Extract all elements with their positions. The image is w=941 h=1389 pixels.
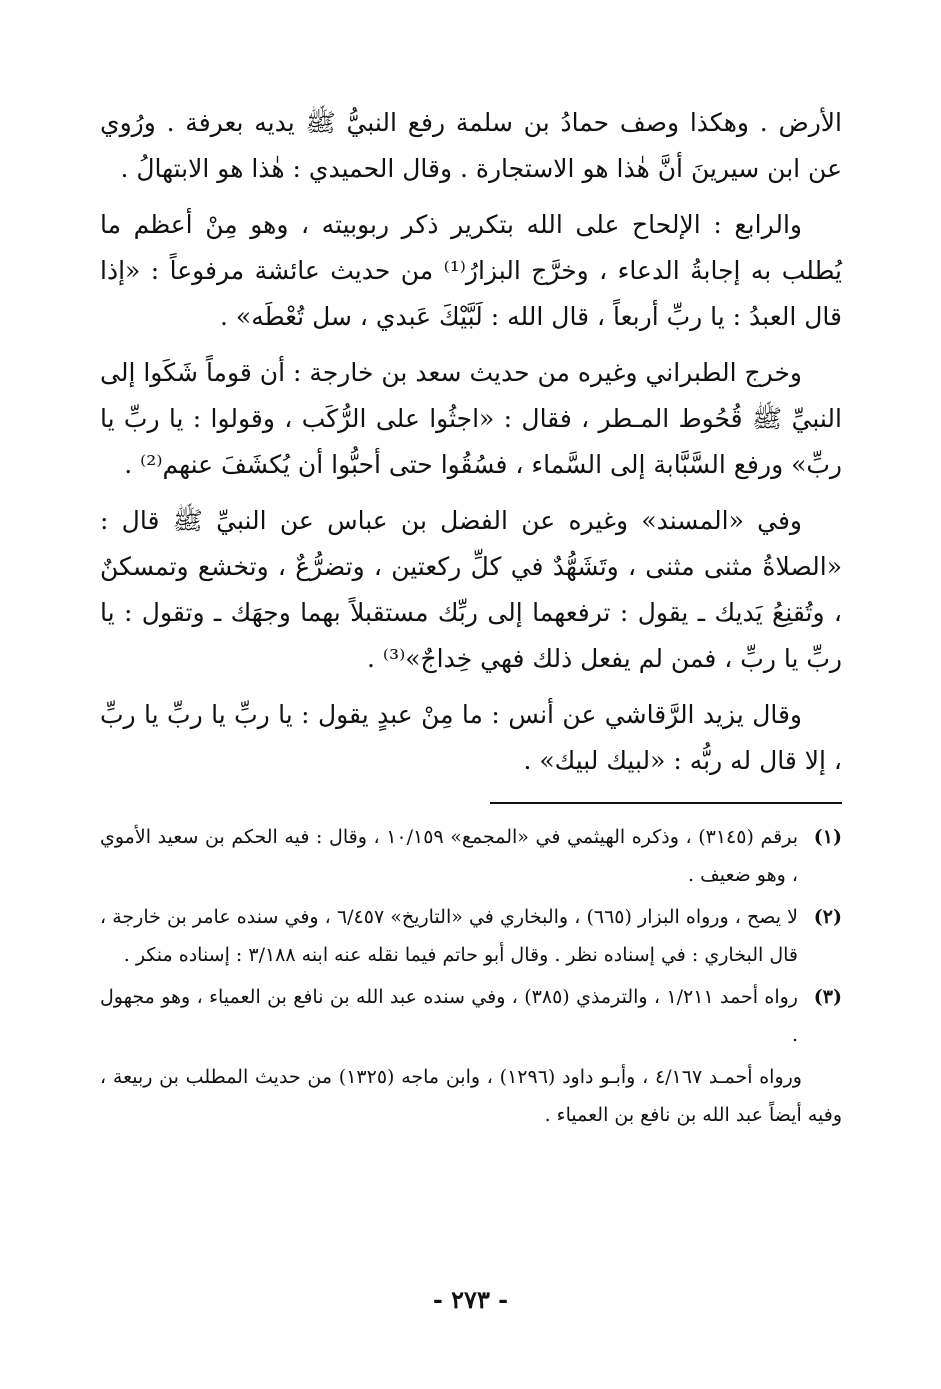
paragraph: والرابع : الإلحاح على الله بتكرير ذكر ربوبيته ، وهو مِنْ أعظم ما يُطلب به إجابةُ الدعاء ، وخرَّج البزارُ⁽¹⁾ من حديث عائشة مرفوعاً : «إذا قال العبدُ : يا ربِّ أربعاً ، قال الله : لَبَّيْكَ عَبدي ، سل تُعْطَه» . [100,210,842,331]
footnote-text: لا يصح ، ورواه البزار (٦٦٥) ، والبخاري في «التاريخ» ٦/٤٥٧ ، وفي سنده عامر بن خارجة ، قال البخاري : في إسناده نظر . وقال أبو حاتم فيما نقله عنه ابنه ٣/١٨٨ : إسناده منكر . [100,906,798,966]
footnote [100,978,842,1054]
footnote-text: رواه أحمد ١/٢١١ ، والترمذي (٣٨٥) ، وفي سنده عبد الله بن نافع بن العمياء ، وهو مجهول . [100,986,798,1046]
page-number: - ٢٧٣ - [432,1285,509,1314]
footnote-separator [490,802,842,804]
book-page [100,100,842,1340]
footnote [100,898,842,974]
footnote-number: (٣) [813,986,842,1008]
paragraph: وقال يزيد الرَّقاشي عن أنس : ما مِنْ عبدٍ يقول : يا ربِّ يا ربِّ يا ربِّ ، إلا قال له ربُّه : «لبيك لبيك» . [100,700,842,775]
main-text [100,100,842,784]
footnote [100,818,842,894]
footnotes [100,818,842,1134]
footnote-continuation: ورواه أحمـد ٤/١٦٧ ، وأبـو داود (١٢٩٦) ، وابن ماجه (١٣٢٥) من حديث المطلب بن ربيعة ، وفيه أيضاً عبد الله بن نافع بن العمياء . [100,1066,842,1126]
footnote-text: برقم (٣١٤٥) ، وذكره الهيثمي في «المجمع» ١٠/١٥٩ ، وقال : فيه الحكم بن سعيد الأموي ، وهو ضعيف . [100,826,798,886]
footnote-number: (٢) [813,906,842,928]
footnote-number: (١) [813,826,842,848]
paragraph: وخرج الطبراني وغيره من حديث سعد بن خارجة : أن قوماً شَكَوا إلى النبيِّ ﷺ قُحُوط المـطر ، فقال : «اجثُوا على الرُّكَب ، وقولوا : يا ربِّ يا ربِّ» ورفع السَّبَّابة إلى السَّماء ، فسُقُوا حتى أحبُّوا أن يُكشَفَ عنهم⁽²⁾ . [100,358,842,479]
paragraph: وفي «المسند» وغيره عن الفضل بن عباس عن النبيِّ ﷺ قال : «الصلاةُ مثنى مثنى ، وتَشَهُّدٌ في كلِّ ركعتين ، وتضرُّعٌ ، وتخشع وتمسكنٌ ، وتُقنِعُ يَديك ـ يقول : ترفعهما إلى ربِّك مستقبلاً بهما وجهَك ـ وتقول : يا ربِّ يا ربِّ ، فمن لم يفعل ذلك فهي خِداجٌ»⁽³⁾ . [100,506,842,673]
paragraph: الأرض . وهكذا وصف حمادُ بن سلمة رفع النبيُّ ﷺ يديه بعرفة . ورُوي عن ابن سيرينَ أنَّ هٰذا هو الاستجارة . وقال الحميدي : هٰذا هو الابتهالُ . [100,108,842,183]
